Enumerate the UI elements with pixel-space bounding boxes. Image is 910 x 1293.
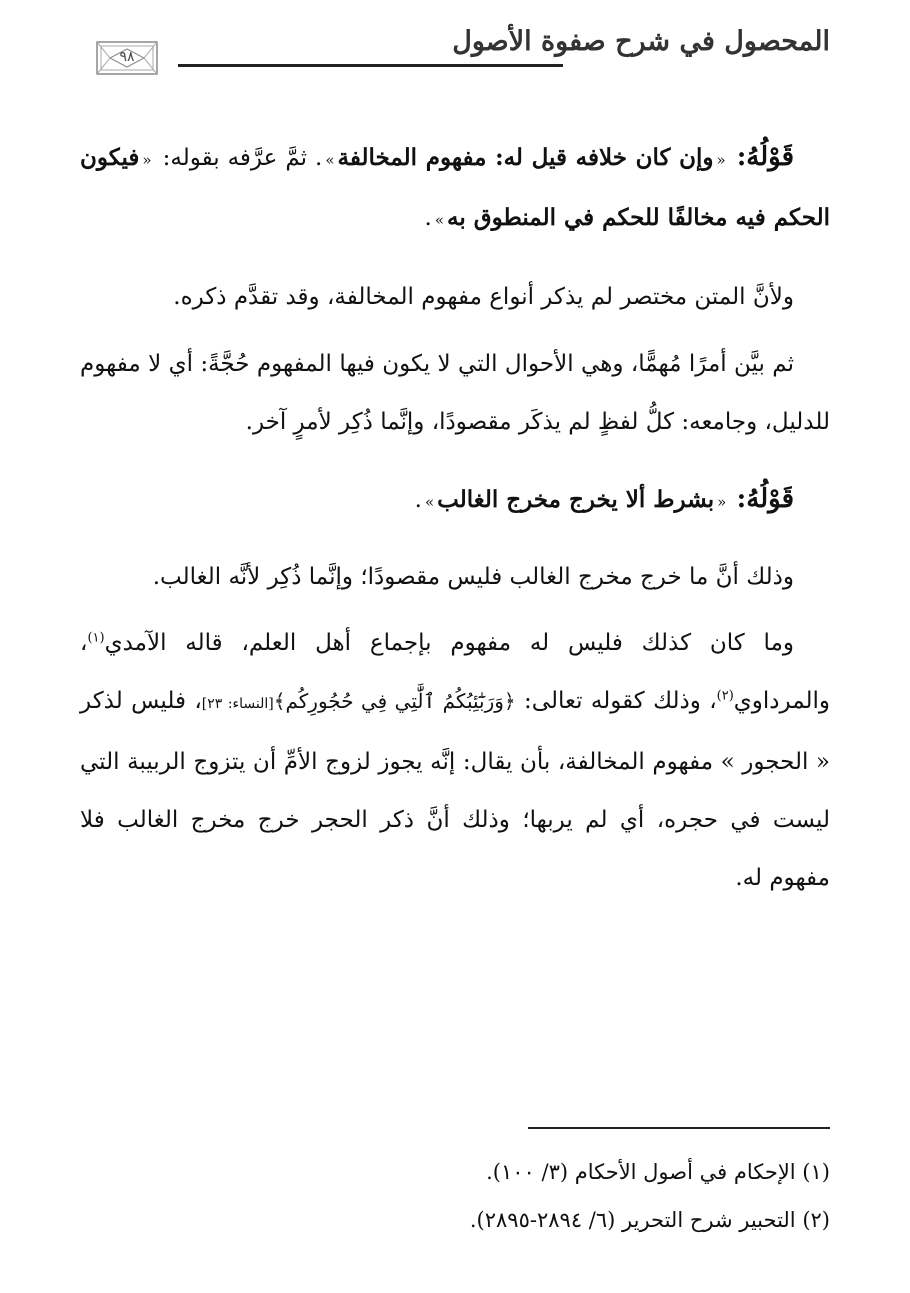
paragraph-3 <box>80 335 830 451</box>
quote-close: » <box>434 211 444 229</box>
footnote-1: (١) الإحكام في أصول الأحكام (٣/ ١٠٠). <box>486 1160 830 1184</box>
paragraph-4 <box>80 470 830 531</box>
paragraph-text: وذلك أنَّ ما خرج مخرج الغالب فليس مقصودًا؛ وإنَّما ذُكِر لأنَّه الغالب. <box>152 564 794 590</box>
paragraph-5 <box>80 548 830 606</box>
paragraph-text: ولأنَّ المتن مختصر لم يذكر أنواع مفهوم المخالفة، وقد تقدَّم ذكره. <box>173 284 794 310</box>
header-rule <box>178 64 563 67</box>
quote-open: « <box>716 151 726 169</box>
commentary-text: . ثمَّ عرَّفه بقوله: <box>162 145 323 171</box>
paragraph-2 <box>80 268 830 326</box>
qawluh-label: قَوْلُهُ: <box>736 484 794 514</box>
footnotes <box>80 1148 830 1244</box>
period: . <box>424 205 432 231</box>
quote-close: » <box>424 493 435 511</box>
footnote-marker-1[interactable]: (١) <box>87 630 105 646</box>
paragraph-text: ، فليس لذكر « الحجور » مفهوم المخالفة، بأن يقال: إنَّه يجوز لزوج الأمِّ أن يتزوج الربيبة التي ليست في حجره، أي لم يربها؛ وذلك أنَّ ذكر الحجر خرج مخرج الغالب فلا مفهوم له. <box>80 688 830 891</box>
book-title: المحصول في شرح صفوة الأصول <box>452 26 830 57</box>
quote-close: » <box>325 151 335 169</box>
paragraph-1 <box>80 128 830 249</box>
footnote-marker-2[interactable]: (٢) <box>716 688 734 704</box>
period: . <box>414 487 422 513</box>
footnote-separator <box>528 1127 830 1129</box>
paragraph-text: ، وذلك كقوله تعالى: <box>524 688 717 714</box>
matn-quote: بشرط ألا يخرج مخرج الغالب <box>437 486 715 513</box>
matn-quote: وإن كان خلافه قيل له: مفهوم المخالفة <box>337 144 714 171</box>
matn-quote: فيكون الحكم فيه مخالفًا للحكم في المنطوق به <box>80 144 830 231</box>
paragraph-text: ثم بيَّن أمرًا مُهمًّا، وهي الأحوال التي لا يكون فيها المفهوم حُجَّةً: أي لا مفهوم للدليل، وجامعه: كلُّ لفظٍ لم يذكَر مقصودًا، وإنَّما ذُكِر لأمرٍ آخر. <box>80 351 830 435</box>
qawluh-label: قَوْلُهُ: <box>736 142 795 172</box>
paragraph-text: وما كان كذلك فليس له مفهوم بإجماع أهل العلم، قاله الآمدي <box>104 630 794 656</box>
quote-open: « <box>142 151 152 169</box>
verse-reference: [النساء: ٢٣] <box>201 696 274 712</box>
paragraph-text: ، والمرداوي <box>80 630 830 714</box>
quran-verse: ﴿وَرَبَٰٓئِبُكُمُ ٱلَّٰتِي فِي حُجُورِكُم﴾ <box>273 689 516 713</box>
quote-open: « <box>717 493 727 511</box>
paragraph-6 <box>80 614 830 907</box>
footnote-2: (٢) التحبير شرح التحرير (٦/ ٢٨٩٤-٢٨٩٥). <box>469 1208 830 1232</box>
page-number: ٩٨ <box>119 49 135 65</box>
